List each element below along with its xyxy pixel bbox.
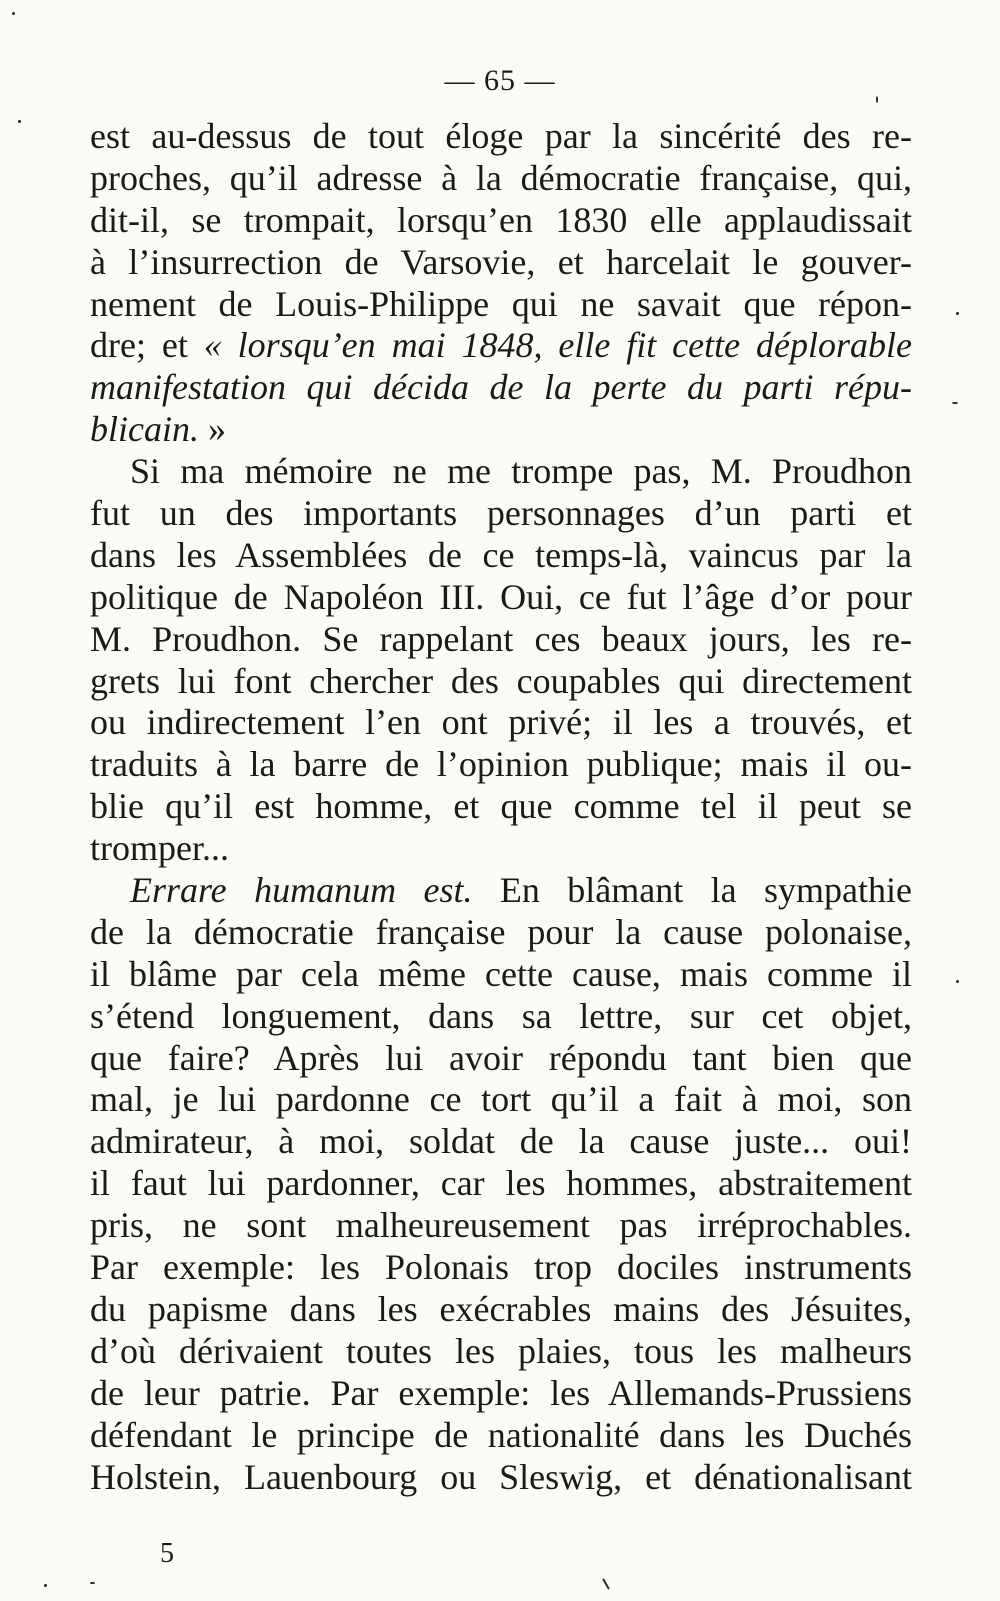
text-line: ou indirectement l’en ont privé; il les a trouvés, et xyxy=(90,702,912,743)
text-line: d’où dérivaient toutes les plaies, tous les malheurs xyxy=(90,1330,912,1371)
text-line: nement de Louis-Philippe qui ne savait que répon- xyxy=(90,283,912,324)
print-speck xyxy=(90,1582,95,1584)
text-line: fut un des importants personnages d’un parti et xyxy=(90,493,912,534)
print-speck xyxy=(18,120,21,123)
closing-quote: » xyxy=(198,409,226,450)
text-line: proches, qu’il adresse à la démocratie française, qui, xyxy=(90,157,912,198)
print-speck xyxy=(12,12,15,15)
text-line: de la démocratie française pour la cause polonaise, xyxy=(90,911,912,952)
print-speck xyxy=(952,402,958,404)
text-line: mal, je lui pardonne ce tort qu’il a fait à moi, son xyxy=(90,1079,912,1120)
text-line: politique de Napoléon III. Oui, ce fut l’âge d’or pour xyxy=(90,576,912,617)
text-line: Par exemple: les Polonais trop dociles instruments xyxy=(90,1247,912,1288)
text-line: que faire? Après lui avoir répondu tant bien que xyxy=(90,1037,912,1078)
text-line: s’étend longuement, dans sa lettre, sur cet objet, xyxy=(90,995,912,1036)
text-line: M. Proudhon. Se rappelant ces beaux jours, les re- xyxy=(90,618,912,659)
text-run: dre; et xyxy=(90,325,204,366)
quotation-italic: « lorsqu’en mai 1848, elle fit cette déplorable xyxy=(203,325,912,366)
text-line: il blâme par cela même cette cause, mais comme il xyxy=(90,953,912,994)
text-line: il faut lui pardonner, car les hommes, abstraitement xyxy=(90,1163,912,1204)
paragraph-start-line xyxy=(90,870,912,912)
signature-mark: 5 xyxy=(160,1538,174,1569)
text-line: du papisme dans les exécrables mains des Jésuites, xyxy=(90,1288,912,1329)
body-text xyxy=(90,116,912,1498)
text-line: Holstein, Lauenbourg ou Sleswig, et dénationalisant xyxy=(90,1456,912,1497)
text-line: pris, ne sont malheureusement pas irréprochables. xyxy=(90,1205,912,1246)
text-line: tromper... xyxy=(90,828,229,869)
text-line-italic: manifestation qui décida de la perte du parti répu- xyxy=(90,367,912,408)
page-number: — 65 — xyxy=(444,64,556,97)
text-line: à l’insurrection de Varsovie, et harcelait le gouver- xyxy=(90,241,912,282)
text-line xyxy=(90,409,912,451)
text-line: est au-dessus de tout éloge par la sincérité des re- xyxy=(90,116,912,156)
print-speck xyxy=(876,96,878,103)
print-speck xyxy=(602,1578,610,1589)
text-line: traduits à la barre de l’opinion publique; mais il ou- xyxy=(90,744,912,785)
text-line: défendant le principe de nationalité dans les Duchés xyxy=(90,1414,912,1455)
paragraph-start-line: Si ma mémoire ne me trompe pas, M. Proudhon xyxy=(130,451,912,492)
print-speck xyxy=(956,980,959,983)
text-run: En blâmant la sympathie xyxy=(472,870,912,911)
print-speck xyxy=(44,1584,47,1587)
text-line: de leur patrie. Par exemple: les Allemands-Prussiens xyxy=(90,1372,912,1413)
text-line: grets lui font chercher des coupables qui directement xyxy=(90,660,912,701)
print-speck xyxy=(956,312,959,315)
text-line: dit-il, se trompait, lorsqu’en 1830 elle applaudissait xyxy=(90,199,912,240)
quotation-italic: blicain. xyxy=(90,409,199,450)
text-line: admirateur, à moi, soldat de la cause juste... oui! xyxy=(90,1121,912,1162)
text-line: dans les Assemblées de ce temps-là, vaincus par la xyxy=(90,534,912,575)
latin-phrase-italic: Errare humanum est. xyxy=(130,870,473,911)
text-line xyxy=(90,325,912,367)
text-line: blie qu’il est homme, et que comme tel il peut se xyxy=(90,786,912,827)
